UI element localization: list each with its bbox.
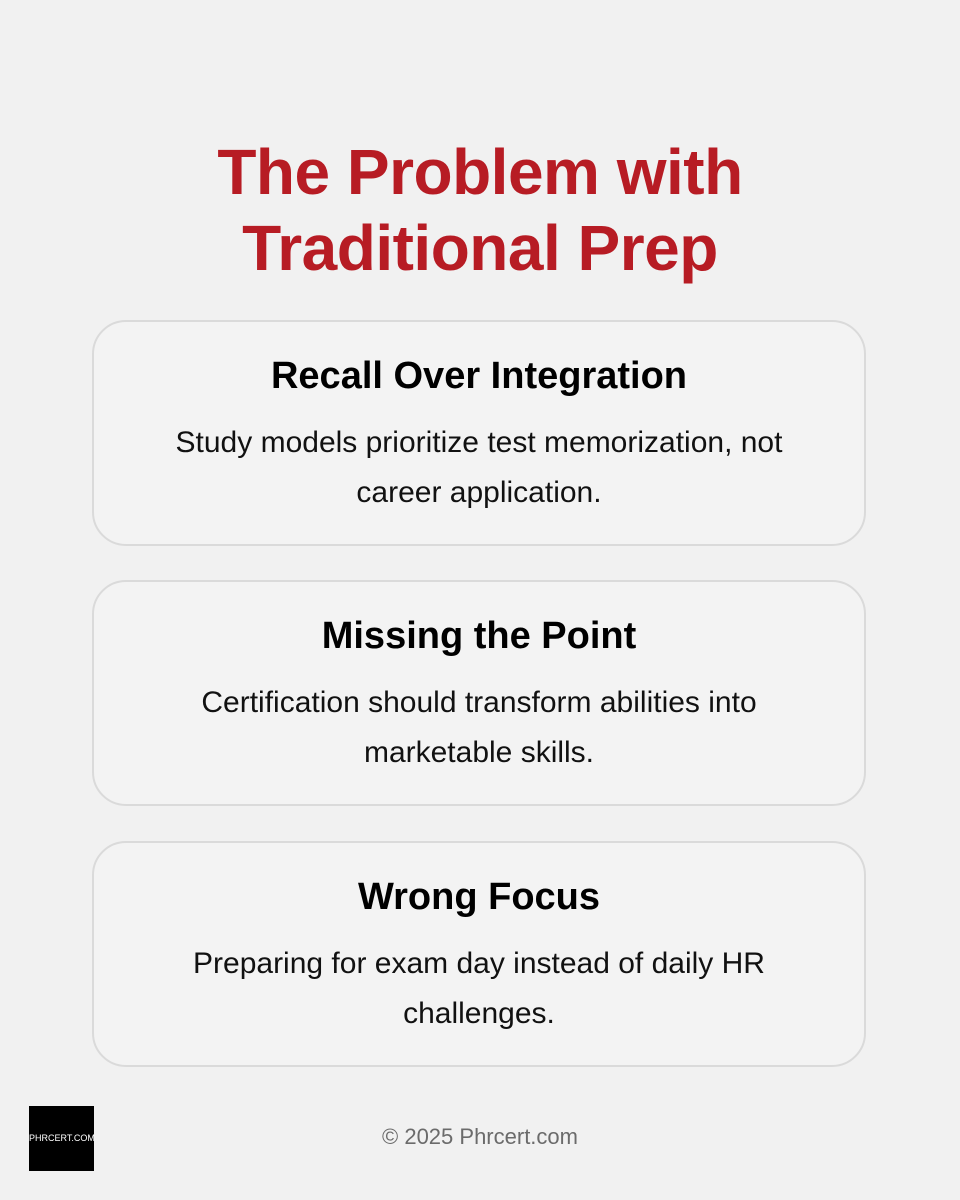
- page-title: [0, 134, 960, 286]
- footer-copyright: © 2025 Phrcert.com: [382, 1124, 578, 1149]
- card-text: Study models prioritize test memorization, not career application.: [175, 426, 783, 509]
- card-text: Preparing for exam day instead of daily HR challenges.: [193, 947, 765, 1030]
- page-title-line-1: The Problem with: [217, 136, 743, 208]
- page-title-line-2: Traditional Prep: [242, 212, 718, 284]
- problem-card-recall: [92, 320, 866, 546]
- problem-card-wrong-focus: [92, 841, 866, 1067]
- brand-logo[interactable]: PHRCERT.COM: [29, 1106, 94, 1171]
- card-heading: Wrong Focus: [357, 876, 601, 918]
- card-text: Certification should transform abilities into marketable skills.: [201, 686, 757, 769]
- card-heading: Recall Over Integration: [270, 355, 687, 397]
- card-heading: Missing the Point: [321, 615, 637, 657]
- problem-card-missing-point: [92, 580, 866, 806]
